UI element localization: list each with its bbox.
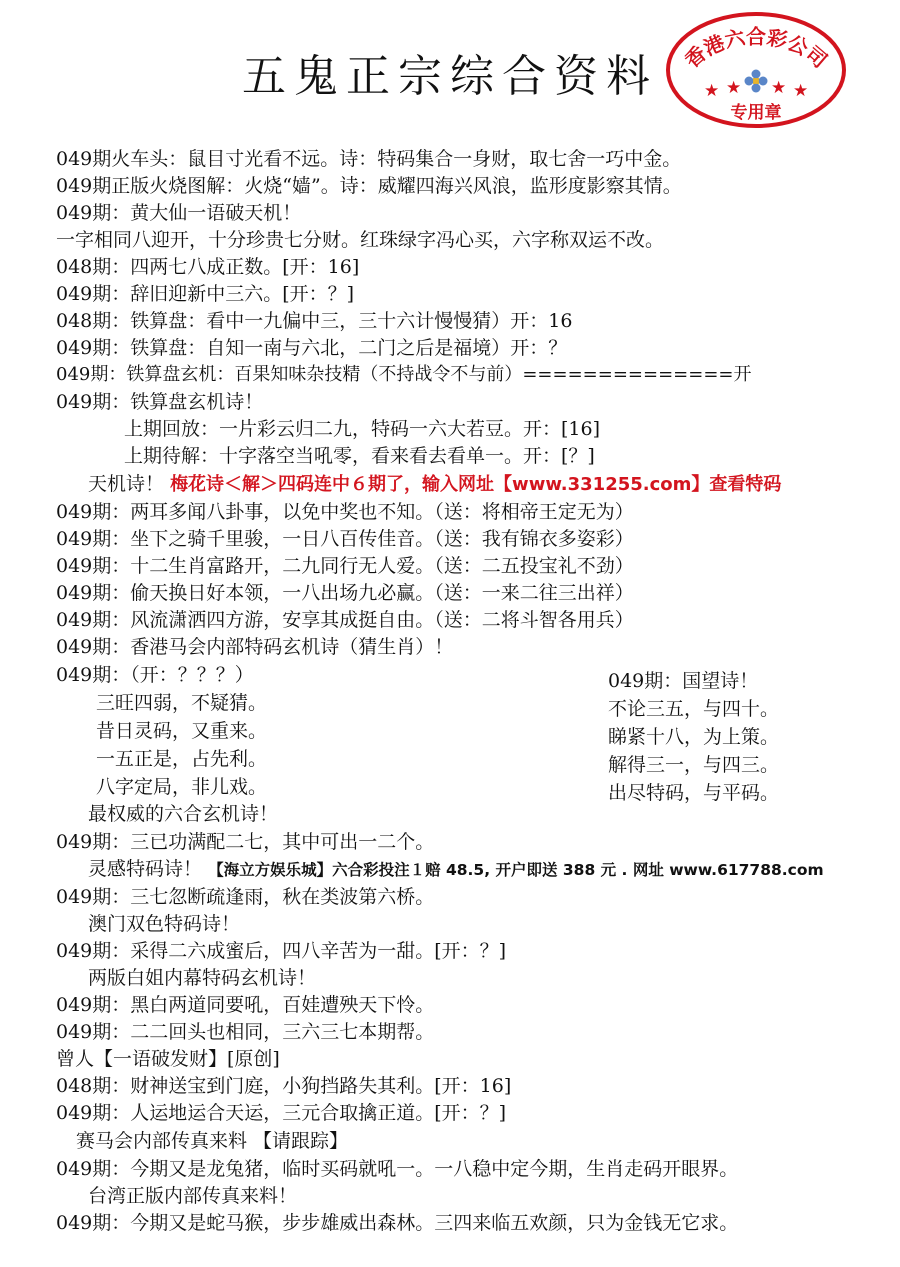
section-heading: 灵感特码诗！ <box>88 858 203 880</box>
casino-ad-link[interactable]: 【海立方娱乐城】六合彩投注１赔 48.5, 开户即送 388 元 . 网址 www.617788.com <box>208 861 824 879</box>
seal-text: 香港六合彩公司 <box>680 24 832 73</box>
section-heading: 澳门双色特码诗！ <box>88 913 241 935</box>
section-heading: 台湾正版内部传真来料！ <box>88 1185 298 1207</box>
svg-text:★: ★ <box>793 81 809 101</box>
poem-heading: 049期：国望诗！ <box>608 670 759 692</box>
section-heading: 曾人【一语破发财】[原创] <box>56 1048 280 1070</box>
text-line: 049期：今期又是蛇马猴，步步雄威出森林。三四来临五欢颜，只为金钱无它求。 <box>56 1212 739 1234</box>
text-line: 049期：偷天换日好本领，一八出场九必赢。（送：一来二往三出祥） <box>56 582 634 604</box>
text-line: 049期正版火烧图解：火烧“嫱”。诗：威耀四海兴风浪，监形度影察其情。 <box>56 175 682 197</box>
text-line: 049期：十二生肖富路开，二九同行无人爱。（送：二五投宝礼不劲） <box>56 555 634 577</box>
text-line: 049期：坐下之骑千里骏，一日八百传佳音。（送：我有锦衣多姿彩） <box>56 528 634 550</box>
text-line: 048期：四两七八成正数。[开：16] <box>56 256 360 278</box>
poem-line: 解得三一，与四三。 <box>608 754 780 776</box>
text-line: 049期：铁算盘：自知一南与六北，二门之后是福境）开：？ <box>56 337 568 359</box>
poem-line: 三旺四弱，不疑猜。 <box>96 692 268 714</box>
text-line: 049期：黑白两道同要吼，百娃遭殃天下怜。 <box>56 994 435 1016</box>
text-line: 049期：三已功满配二七，其中可出一二个。 <box>56 831 435 853</box>
text-line: 049期：两耳多闻八卦事，以免中奖也不知。（送：将相帝王定无为） <box>56 501 634 523</box>
text-line-ad <box>88 471 781 498</box>
company-seal <box>664 10 848 128</box>
svg-text:★: ★ <box>771 78 787 98</box>
text-line: 049期：（开：？？？） <box>56 664 254 686</box>
page-title: 五鬼正宗综合资料 <box>242 51 658 102</box>
poem-line: 昔日灵码，又重来。 <box>96 720 268 742</box>
text-line: 049期：二二回头也相同，三六三七本期帮。 <box>56 1021 435 1043</box>
svg-text:★: ★ <box>704 81 720 101</box>
text-line: 049期火车头：鼠目寸光看不远。诗：特码集合一身财，取七舍一巧中金。 <box>56 148 682 170</box>
poem-line: 八字定局，非儿戏。 <box>96 776 268 798</box>
text-line: 049期：采得二六成蜜后，四八辛苦为一甜。[开：？] <box>56 940 507 962</box>
text-line: 048期：财神送宝到门庭，小狗挡路失其利。[开：16] <box>56 1075 512 1097</box>
text-line-ad <box>88 856 824 883</box>
text-line: 049期：辞旧迎新中三六。[开：？] <box>56 283 355 305</box>
text-line: 一字相同八迎开，十分珍贵七分财。红珠绿字冯心买，六字称双运不改。 <box>56 229 665 251</box>
svg-text:★: ★ <box>726 78 742 98</box>
seal-subtext: 专用章 <box>730 103 782 123</box>
section-heading: 最权威的六合玄机诗！ <box>88 803 279 825</box>
text-line: 049期：三七忽断疏逢雨，秋在类波第六桥。 <box>56 886 435 908</box>
text-line: 048期：铁算盘：看中一九偏中三，三十六计慢慢猜）开：16 <box>56 310 573 332</box>
text-line: 049期：风流潇洒四方游，安享其成挺自由。（送：二将斗智各用兵） <box>56 609 634 631</box>
seal-flower-icon <box>745 70 768 93</box>
poem-line: 睇紧十八，为上策。 <box>608 726 780 748</box>
text-line: 049期：黄大仙一语破天机！ <box>56 202 302 224</box>
text-line: 049期：今期又是龙兔猪，临时买码就吼一。一八稳中定今期，生肖走码开眼界。 <box>56 1158 739 1180</box>
section-heading: 赛马会内部传真来料 【请跟踪】 <box>76 1130 349 1152</box>
section-heading: 天机诗！ <box>88 473 165 495</box>
text-line: 049期：铁算盘玄机诗！ <box>56 391 264 413</box>
poem-line: 不论三五，与四十。 <box>608 698 780 720</box>
section-heading: 两版白姐内幕特码玄机诗！ <box>88 967 317 989</box>
text-line: 049期：人运地运合天运，三元合取擒正道。[开：？] <box>56 1102 507 1124</box>
text-line: 049期：铁算盘玄机：百果知味杂技精（不持战令不与前）==============开 <box>56 364 752 385</box>
red-ad-link[interactable]: 梅花诗＜解＞四码连中６期了，输入网址【www.331255.com】查看特码 <box>170 474 782 495</box>
text-line: 上期回放：一片彩云归二九，特码一六大若豆。开：[16] <box>124 418 601 440</box>
text-line: 049期：香港马会内部特码玄机诗（猜生肖）！ <box>56 636 454 658</box>
poem-line: 出尽特码，与平码。 <box>608 782 780 804</box>
poem-line: 一五正是，占先利。 <box>96 748 268 770</box>
text-line: 上期待解：十字落空当吼零，看来看去看单一。开：[？] <box>124 445 595 467</box>
